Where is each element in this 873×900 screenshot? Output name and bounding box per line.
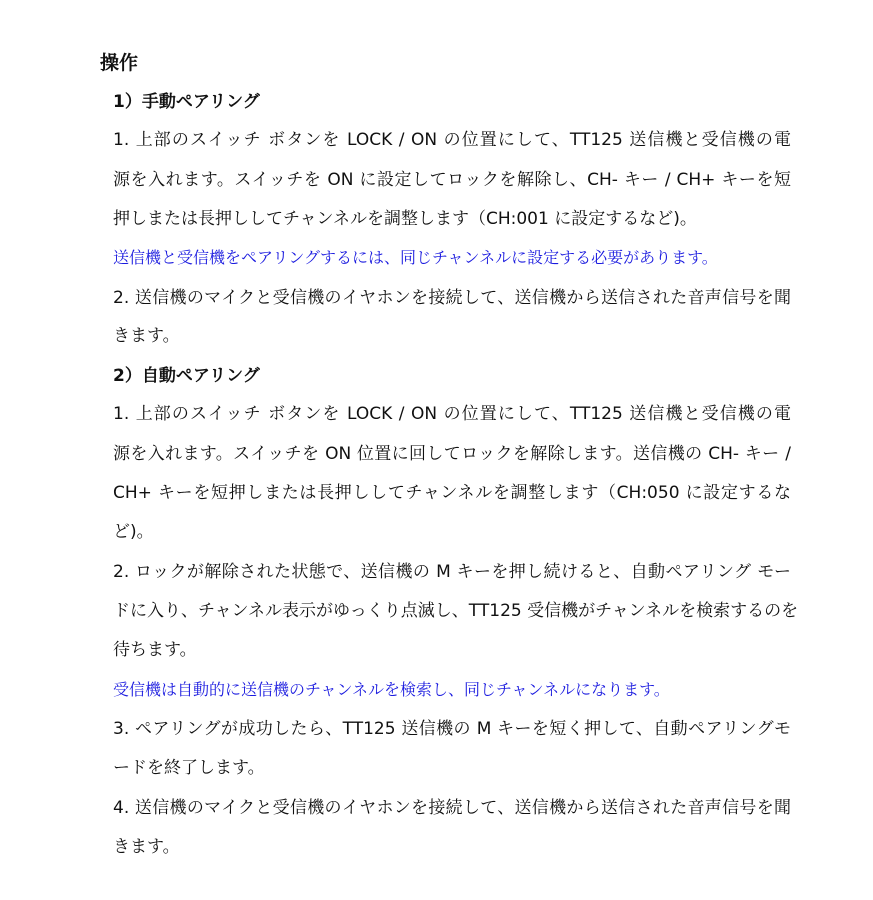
section2-p4-line1: 4. 送信機のマイクと受信機のイヤホンを接続して、送信機から送信された音声信号を聞 [113, 798, 791, 818]
section2-p2-line2: ドに入り、チャンネル表示がゆっくり点滅し、TT125 受信機がチャンネルを検索するのを [113, 601, 799, 621]
page-title: 操作 [100, 52, 139, 74]
section1-note: 送信機と受信機をペアリングするには、同じチャンネルに設定する必要があります。 [113, 248, 718, 267]
section2-p1-line4: ど)。 [113, 522, 154, 542]
section2-p1-line1: 1. 上部のスイッチ ボタンを LOCK / ON の位置にして、TT125 送信機と受信機の電 [113, 404, 791, 424]
section2-p1-line3: CH+ キーを短押しまたは長押ししてチャンネルを調整します（CH:050 に設定するな [113, 483, 791, 503]
section1-p2-line1: 2. 送信機のマイクと受信機のイヤホンを接続して、送信機から送信された音声信号を聞 [113, 288, 791, 308]
section1-p1-line3: 押しまたは長押ししてチャンネルを調整します（CH:001 に設定するなど)。 [113, 209, 697, 229]
section2-note: 受信機は自動的に送信機のチャンネルを検索し、同じチャンネルになります。 [113, 680, 670, 699]
section2-p3-line1: 3. ペアリングが成功したら、TT125 送信機の M キーを短く押して、自動ペアリングモ [113, 719, 791, 739]
section1-p1-line2: 源を入れます。スイッチを ON に設定してロックを解除し、CH- キー / CH+ キーを短 [113, 170, 791, 190]
section2-p1-line2: 源を入れます。スイッチを ON 位置に回してロックを解除します。送信機の CH- キー / [113, 444, 791, 464]
section2-p2-line1: 2. ロックが解除された状態で、送信機の M キーを押し続けると、自動ペアリング モー [113, 562, 791, 582]
section2-p4-line2: きます。 [113, 837, 180, 857]
section2-heading: 2）自動ペアリング [113, 366, 260, 386]
section2-p2-line3: 待ちます。 [113, 640, 197, 660]
section1-p1-line1: 1. 上部のスイッチ ボタンを LOCK / ON の位置にして、TT125 送信機と受信機の電 [113, 130, 791, 150]
section1-heading: 1）手動ペアリング [113, 92, 260, 112]
section2-p3-line2: ードを終了します。 [113, 758, 265, 778]
section1-p2-line2: きます。 [113, 326, 180, 346]
